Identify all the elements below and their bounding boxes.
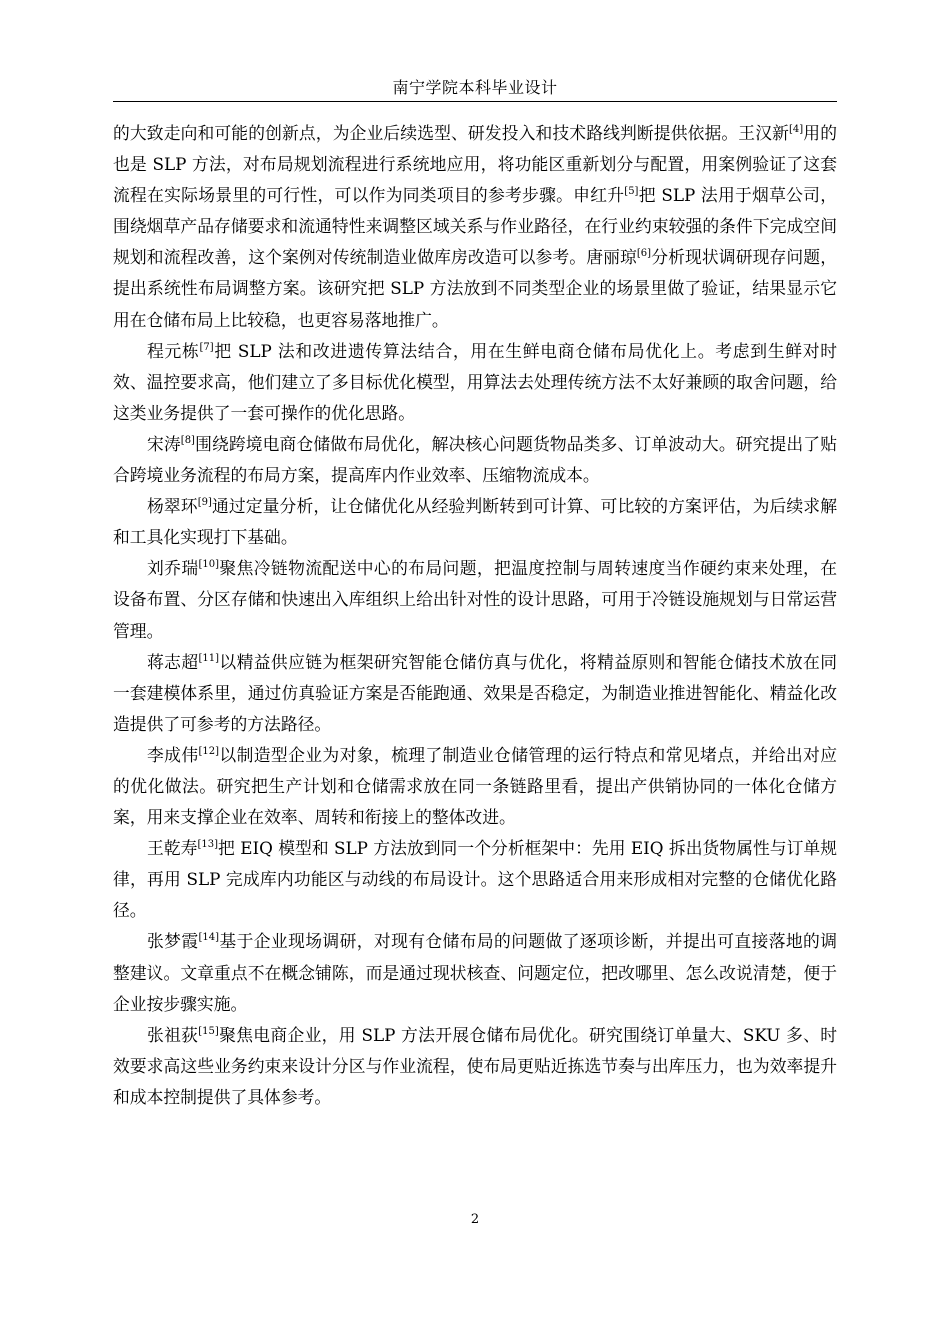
paragraph-2: [113, 336, 837, 429]
paragraph-text: 王乾寿: [147, 838, 198, 859]
paragraph-9: [113, 926, 837, 1019]
header-rule: [113, 101, 837, 102]
running-header: 南宁学院本科毕业设计: [392, 78, 558, 97]
citation-marker: [4]: [789, 124, 804, 135]
paragraph-text: 以制造型企业为对象，梳理了制造业仓储管理的运行特点和常见堵点，并给出对应的优化做法。研究把生产计划和仓储需求放在同一条链路里看，提出产供销协同的一体化仓储方案，用来支撑企业在效率、周转和衔接上的整体改进。: [113, 744, 837, 828]
paragraph-text: 围绕跨境电商仓储做布局优化，解决核心问题货物品类多、订单波动大。研究提出了贴合跨境业务流程的布局方案，提高库内作业效率、压缩物流成本。: [113, 433, 837, 486]
paragraph-text: 的大致走向和可能的创新点，为企业后续选型、研发投入和技术路线判断提供依据。王汉新: [113, 123, 789, 143]
paragraph-8: [113, 833, 837, 926]
citation-marker: [9]: [197, 497, 212, 509]
body-text: [113, 118, 837, 1113]
citation-marker: [12]: [198, 745, 220, 757]
paragraph-text: 聚焦冷链物流配送中心的布局问题，把温度控制与周转速度当作硬约束来处理，在设备布置、分区存储和快速出入库组织上给出针对性的设计思路，可用于冷链设施规划与日常运营管理。: [113, 558, 837, 641]
paragraph-5: [113, 553, 837, 646]
paragraph-text: 把 SLP 法和改进遗传算法结合，用在生鲜电商仓储布局优化上。考虑到生鲜对时效、温控要求高，他们建立了多目标优化模型，用算法去处理传统方法不太好兼顾的取舍问题，给这类业务提供了一套可操作的优化思路。: [113, 340, 837, 423]
citation-marker: [5]: [624, 186, 639, 198]
paragraph-text: 蒋志超: [147, 651, 199, 672]
citation-marker: [11]: [198, 652, 220, 664]
paragraph-text: 用的也是 SLP 方法，对布局规划流程进行系统地应用，将功能区重新划分与配置，用案例验证了这套流程在实际场景里的可行性，可以作为同类项目的参考步骤。申红升: [113, 123, 837, 206]
paragraph-text: 张祖荻: [147, 1024, 199, 1045]
paragraph-10: [113, 1020, 837, 1113]
paragraph-1: [113, 118, 837, 336]
paragraph-text: 宋涛: [147, 433, 181, 454]
paragraph-text: 把 SLP 法用于烟草公司，围绕烟草产品存储要求和流通特性来调整区域关系与作业路径，在行业约束较强的条件下完成空间规划和流程改善，这个案例对传统制造业做库房改造可以参考。唐丽琼: [113, 185, 837, 268]
citation-marker: [14]: [198, 932, 220, 944]
citation-marker: [8]: [180, 434, 195, 446]
paragraph-text: 李成伟: [147, 744, 199, 765]
paragraph-text: 张梦霞: [147, 931, 199, 952]
citation-marker: [10]: [198, 559, 220, 571]
paragraph-4: [113, 491, 837, 553]
citation-marker: [6]: [636, 248, 652, 260]
paragraph-6: [113, 647, 837, 740]
paragraph-text: 基于企业现场调研，对现有仓储布局的问题做了逐项诊断，并提出可直接落地的调整建议。文章重点不在概念铺陈，而是通过现状核查、问题定位，把改哪里、怎么改说清楚，便于企业按步骤实施。: [113, 931, 837, 1014]
paragraph-text: 分析现状调研现存问题，提出系统性布局调整方案。该研究把 SLP 方法放到不同类型企业的场景里做了验证，结果显示它用在仓储布局上比较稳，也更容易落地推广。: [113, 247, 837, 330]
paragraph-text: 通过定量分析，让仓储优化从经验判断转到可计算、可比较的方案评估，为后续求解和工具化实现打下基础。: [113, 496, 837, 548]
paragraph-3: [113, 429, 837, 491]
paragraph-7: [113, 740, 837, 833]
citation-marker: [15]: [198, 1025, 219, 1037]
paragraph-text: 程元栋: [147, 340, 200, 361]
paragraph-text: 以精益供应链为框架研究智能仓储仿真与优化，将精益原则和智能仓储技术放在同一套建模体系里，通过仿真验证方案是否能跑通、效果是否稳定，为制造业推进智能化、精益化改造提供了可参考的方法路径。: [113, 651, 837, 734]
page-number: 2: [470, 1212, 480, 1227]
citation-marker: [7]: [199, 341, 214, 353]
paragraph-text: 把 EIQ 模型和 SLP 方法放到同一个分析框架中：先用 EIQ 拆出货物属性与订单规律，再用 SLP 完成库内功能区与动线的布局设计。这个思路适合用来形成相对完整的仓储优化路径。: [113, 838, 837, 921]
paragraph-text: 刘乔瑞: [147, 558, 199, 579]
citation-marker: [13]: [197, 839, 218, 851]
paragraph-text: 聚焦电商企业，用 SLP 方法开展仓储布局优化。研究围绕订单量大、SKU 多、时效要求高这些业务约束来设计分区与作业流程，使布局更贴近拣选节奏与出库压力，也为效率提升和成本控制提供了具体参考。: [113, 1024, 837, 1107]
paragraph-text: 杨翠环: [147, 496, 198, 517]
